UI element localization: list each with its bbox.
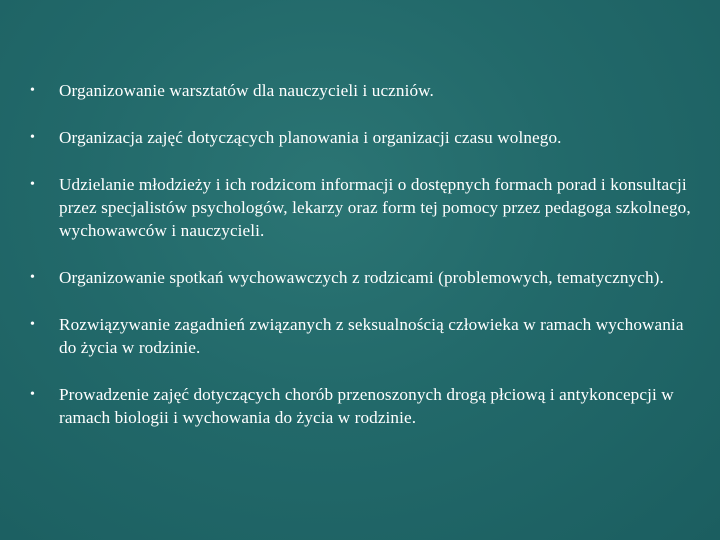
list-item-text: Rozwiązywanie zagadnień związanych z seksualnością człowieka w ramach wychowania do życia w rodzinie.: [59, 315, 684, 357]
list-item-text: Udzielanie młodzieży i ich rodzicom informacji o dostępnych formach porad i konsultacji przez specjalistów psychologów, lekarzy oraz form tej pomocy przez pedagoga szkolnego, wychowawców i nauczycieli.: [59, 175, 691, 240]
list-item: [30, 383, 702, 429]
list-item-text: Organizowanie warsztatów dla nauczycieli i uczniów.: [59, 81, 434, 100]
list-item: [30, 79, 702, 102]
list-item: [30, 173, 702, 242]
list-item-text: Organizacja zajęć dotyczących planowania i organizacji czasu wolnego.: [59, 128, 562, 147]
bullet-dot: •: [30, 387, 36, 402]
bullet-dot: •: [30, 130, 36, 145]
bullet-list: [30, 79, 702, 453]
list-item-text: Prowadzenie zajęć dotyczących chorób przenoszonych drogą płciową i antykoncepcji w ramach biologii i wychowania do życia w rodzinie.: [59, 385, 674, 427]
list-item: [30, 313, 702, 359]
bullet-dot: •: [30, 270, 36, 285]
list-item-text: Organizowanie spotkań wychowawczych z rodzicami (problemowych, tematycznych).: [59, 268, 664, 287]
list-item: [30, 266, 702, 289]
list-item: [30, 126, 702, 149]
bullet-dot: •: [30, 177, 36, 192]
bullet-dot: •: [30, 317, 36, 332]
bullet-dot: •: [30, 83, 36, 98]
